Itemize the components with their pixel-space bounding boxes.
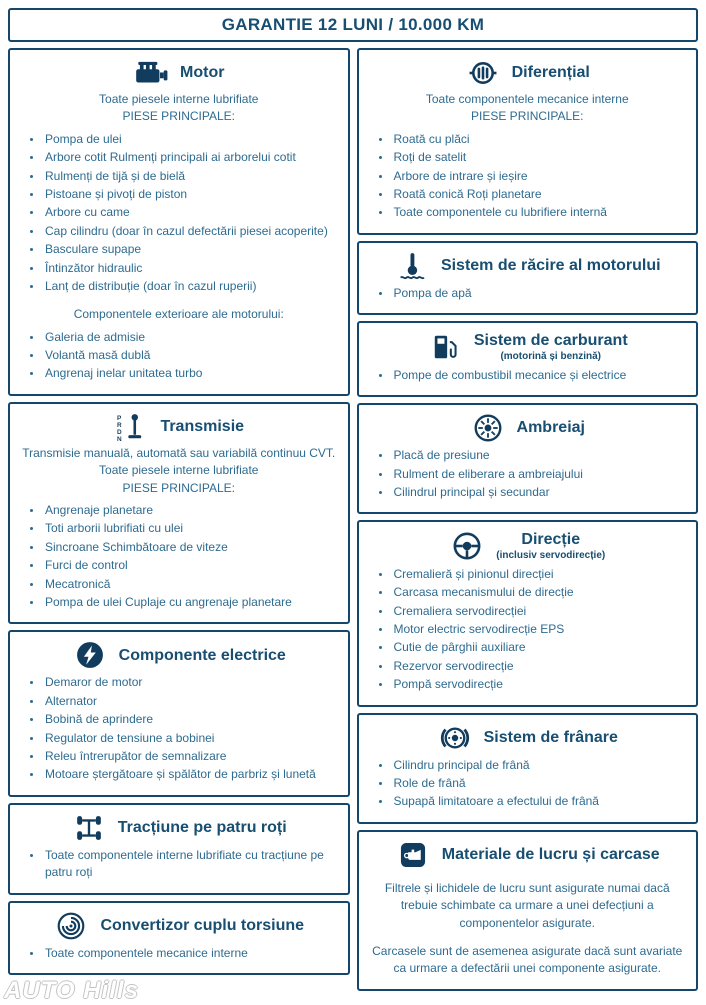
section-materiale-lucru [357, 830, 699, 991]
section-title: Direcție [521, 531, 581, 549]
section-header [19, 59, 339, 87]
list-item: • Arbore de intrare și ieșire [392, 168, 688, 185]
oil-can-icon [395, 841, 431, 869]
section-title-wrap [119, 647, 286, 665]
section-sistem-franare [357, 713, 699, 824]
bullet-list [368, 367, 688, 384]
section-header [368, 414, 688, 442]
section-title-wrap [512, 64, 590, 82]
section-title-wrap [484, 729, 618, 747]
steering-wheel-icon [449, 532, 485, 560]
list-item: • Bobină de aprindere [43, 711, 339, 728]
section-title: Componente electrice [118, 646, 286, 664]
cooling-icon [394, 252, 430, 280]
list-item: • Regulator de tensiune a bobinei [43, 730, 339, 747]
list-item: • Pompa de apă [392, 285, 688, 302]
list-item: • Toti arborii lubrifiati cu ulei [43, 520, 339, 537]
list-item: • Întinzător hidraulic [43, 260, 339, 277]
section-title-wrap [442, 846, 660, 864]
section-convertizor-cuplu [8, 901, 350, 975]
brake-disc-icon [437, 724, 473, 752]
section-title: Sistem de răcire al motorului [440, 256, 661, 274]
list-item: • Releu întrerupător de semnalizare [43, 748, 339, 765]
list-item: • Motor electric servodirecție EPS [392, 621, 688, 638]
bullet-list [19, 945, 339, 962]
text-line: PIESE PRINCIPALE: [122, 109, 235, 124]
svg-text:R: R [117, 421, 123, 429]
list-item: • Galeria de admisie [43, 329, 339, 346]
bullet-list [19, 131, 339, 296]
section-title-wrap [118, 819, 287, 837]
svg-text:N: N [117, 435, 123, 441]
bullet-list [19, 502, 339, 611]
section-title-wrap [496, 531, 605, 561]
list-item: • Roată conică Roți planetare [392, 186, 688, 203]
section-header [19, 413, 339, 441]
list-item: • Roți de satelit [392, 149, 688, 166]
bullet-list [19, 847, 339, 882]
list-item: • Volantă masă dublă [43, 347, 339, 364]
four-wheel-drive-icon [71, 814, 107, 842]
section-header [368, 531, 688, 561]
watermark: AUTO Hills [4, 977, 139, 1004]
list-item: • Roată cu plăci [392, 131, 688, 148]
list-item: • Mecatronică [43, 576, 339, 593]
section-title: Sistem de carburant [473, 332, 628, 350]
text-line: Toate piesele interne lubrifiate [99, 463, 259, 478]
list-item: • Supapă limitatoare a efectului de frână [392, 793, 688, 810]
section-title-wrap [474, 332, 628, 362]
section-title: Transmisie [160, 418, 245, 436]
section-transmisie [8, 402, 350, 625]
engine-icon [133, 59, 169, 87]
section-title: Diferențial [511, 64, 590, 82]
list-item: • Toate componentele interne lubrifiate cu tracțiune pe patru roți [43, 847, 339, 882]
section-title: Materiale de lucru și carcase [441, 845, 660, 863]
list-item: • Demaror de motor [43, 674, 339, 691]
section-title-wrap [441, 257, 661, 275]
svg-text:P: P [117, 414, 122, 422]
section-title: Motor [180, 64, 225, 82]
list-item: • Placă de presiune [392, 447, 688, 464]
fuel-pump-icon [427, 333, 463, 361]
section-title: Tracțiune pe patru roți [117, 818, 287, 836]
section-subtitle: (motorină și benzină) [500, 350, 602, 362]
section-header [368, 724, 688, 752]
bullet-list [19, 674, 339, 783]
paragraph: Carcasele sunt de asemenea asigurate dacă sunt avariate ca urmare a defectării unei componente asigurate. [372, 943, 683, 976]
page-title: GARANTIE 12 LUNI / 10.000 KM [8, 8, 698, 42]
list-item: • Angrenaje planetare [43, 502, 339, 519]
list-item: • Pompă servodirecție [392, 676, 688, 693]
list-item: • Cilindru principal de frână [392, 757, 688, 774]
list-item: • Toate componentele cu lubrifiere internă [392, 204, 688, 221]
section-title-wrap [517, 419, 585, 437]
section-sistem-racire [357, 241, 699, 315]
bullet-list [368, 566, 688, 694]
gearshift-icon [113, 413, 149, 441]
list-item: • Cilindrul principal și secundar [392, 484, 688, 501]
section-title: Ambreiaj [516, 419, 585, 437]
list-item: • Toate componentele mecanice interne [43, 945, 339, 962]
text-line: Transmisie manuală, automată sau variabilă continuu CVT. [22, 445, 336, 460]
text-line: Componentele exterioare ale motorului: [73, 307, 284, 322]
intro-lines [19, 445, 339, 497]
list-item: • Cremaliera servodirecției [392, 603, 688, 620]
list-item: • Rezervor servodirecție [392, 658, 688, 675]
section-header [19, 641, 339, 669]
section-title: Convertizor cuplu torsiune [100, 916, 305, 934]
list-item: • Angrenaj inelar unitatea turbo [43, 365, 339, 382]
list-item: • Lanț de distribuție (doar în cazul ruperii) [43, 278, 339, 295]
intro-lines [19, 91, 339, 126]
bullet-list [368, 285, 688, 302]
list-item: • Sincroane Schimbătoare de viteze [43, 539, 339, 556]
section-title-wrap [180, 64, 224, 82]
section-header [368, 252, 688, 280]
section-ambreiaj [357, 403, 699, 514]
list-item: • Basculare supape [43, 241, 339, 258]
right-column [357, 48, 699, 991]
torque-converter-icon [53, 912, 89, 940]
list-item: • Arbore cu came [43, 204, 339, 221]
section-title-wrap [100, 917, 304, 935]
section-tractiune-patru-roti [8, 803, 350, 895]
text-line: Toate componentele mecanice interne [425, 92, 629, 106]
section-title-wrap [160, 418, 244, 436]
left-column [8, 48, 350, 975]
bullet-list [368, 447, 688, 501]
text-line: PIESE PRINCIPALE: [471, 109, 584, 124]
list-item: • Furci de control [43, 557, 339, 574]
list-item: • Pompa de ulei Cuplaje cu angrenaje planetare [43, 594, 339, 611]
section-title: Sistem de frânare [483, 728, 618, 746]
text-line: PIESE PRINCIPALE: [122, 480, 235, 495]
section-componente-electrice [8, 630, 350, 796]
list-item: • Pistoane și pivoți de piston [43, 186, 339, 203]
list-item: • Pompe de combustibil mecanice și electrice [392, 367, 688, 384]
section-header [368, 59, 688, 87]
two-column-layout [8, 48, 698, 993]
section-subtitle: (inclusiv servodirecție) [496, 549, 606, 561]
list-item: • Rulmenți de tijă și de bielă [43, 168, 339, 185]
bullet-list [19, 329, 339, 383]
intro-lines [368, 91, 688, 126]
list-item: • Alternator [43, 693, 339, 710]
text-line: Toate piesele interne lubrifiate [99, 92, 259, 106]
section-diferential [357, 48, 699, 235]
section-directie [357, 520, 699, 706]
list-item: • Rulment de eliberare a ambreiajului [392, 466, 688, 483]
list-item: • Carcasa mecanismului de direcție [392, 584, 688, 601]
clutch-icon [470, 414, 506, 442]
bullet-list [368, 757, 688, 811]
section-sistem-carburant [357, 321, 699, 397]
differential-icon [465, 59, 501, 87]
list-item: • Arbore cotit Rulmenți principali ai arborelui cotit [43, 149, 339, 166]
list-item: • Cap cilindru (doar în cazul defectării piesei acoperite) [43, 223, 339, 240]
list-item: • Cutie de pârghii auxiliare [392, 639, 688, 656]
list-item: • Cremalieră și pinionul direcției [392, 566, 688, 583]
list-item: • Motoare ștergătoare și spălător de parbriz și lunetă [43, 766, 339, 783]
list-item: • Pompa de ulei [43, 131, 339, 148]
intro-lines [19, 306, 339, 323]
svg-text:D: D [117, 428, 123, 436]
section-header [368, 332, 688, 362]
bullet-list [368, 131, 688, 222]
section-header [368, 841, 688, 869]
section-header [19, 912, 339, 940]
list-item: • Role de frână [392, 775, 688, 792]
section-motor [8, 48, 350, 396]
section-header [19, 814, 339, 842]
paragraph: Filtrele și lichidele de lucru sunt asigurate numai dacă trebuie schimbate ca urmare a unei defecțiuni a componentelor asigurate. [384, 880, 670, 930]
lightning-icon [72, 641, 108, 669]
